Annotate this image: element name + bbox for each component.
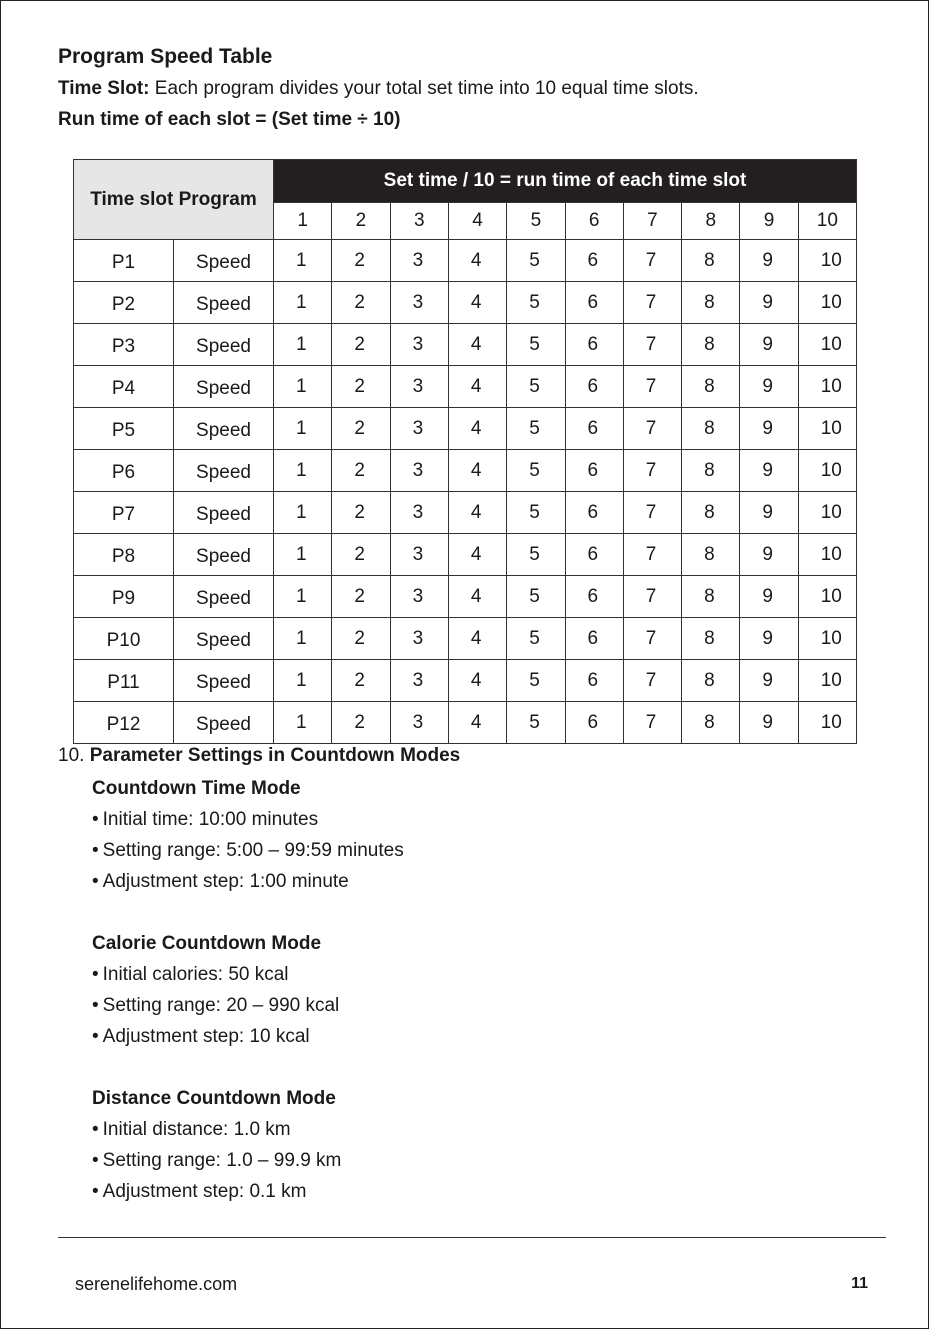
speed-value-cell: 8 (682, 282, 740, 324)
speed-value-cell: 3 (390, 282, 448, 324)
speed-value-cell: 8 (682, 660, 740, 702)
program-cell: P1 (74, 240, 174, 282)
speed-value-cell: 8 (682, 408, 740, 450)
speed-value-cell: 2 (332, 702, 390, 744)
speed-value-cell: 6 (565, 450, 623, 492)
speed-value-cell: 2 (332, 240, 390, 282)
speed-value-cell: 5 (507, 240, 565, 282)
speed-value-cell: 9 (740, 576, 798, 618)
section-title: Parameter Settings in Countdown Modes (89, 745, 461, 766)
program-cell: P9 (74, 576, 174, 618)
program-cell: P6 (74, 450, 174, 492)
speed-value-cell: 5 (507, 534, 565, 576)
table-body (74, 240, 857, 744)
slot-number-6: 6 (565, 203, 623, 240)
program-cell: P12 (74, 702, 174, 744)
slot-number-9: 9 (740, 203, 798, 240)
speed-value-cell: 3 (390, 324, 448, 366)
speed-value-cell: 3 (390, 450, 448, 492)
corner-header: Time slot Program (74, 160, 274, 240)
speed-value-cell: 2 (332, 576, 390, 618)
mode-calorie-countdown (92, 928, 339, 1052)
speed-value-cell: 2 (332, 450, 390, 492)
speed-value-cell: 1 (274, 240, 332, 282)
speed-value-cell: 9 (740, 450, 798, 492)
speed-value-cell: 2 (332, 324, 390, 366)
timeslot-label: Time Slot: (58, 78, 150, 99)
type-cell: Speed (174, 408, 274, 450)
speed-value-cell: 10 (798, 240, 856, 282)
speed-value-cell: 7 (623, 660, 681, 702)
type-cell: Speed (174, 618, 274, 660)
program-cell: P7 (74, 492, 174, 534)
set-time-header: Set time / 10 = run time of each time slot (274, 160, 857, 203)
speed-value-cell: 1 (274, 702, 332, 744)
speed-value-cell: 7 (623, 240, 681, 282)
list-item-text: Adjustment step: 10 kcal (102, 1026, 310, 1047)
speed-value-cell: 4 (448, 240, 506, 282)
speed-value-cell: 6 (565, 534, 623, 576)
bullet-icon: • (92, 809, 99, 830)
speed-value-cell: 5 (507, 408, 565, 450)
list-item-text: Adjustment step: 1:00 minute (102, 871, 349, 892)
list-item-text: Setting range: 5:00 – 99:59 minutes (102, 840, 404, 861)
bullet-icon: • (92, 1026, 99, 1047)
bullet-icon: • (92, 995, 99, 1016)
speed-value-cell: 4 (448, 660, 506, 702)
program-cell: P4 (74, 366, 174, 408)
speed-value-cell: 4 (448, 576, 506, 618)
speed-value-cell: 10 (798, 282, 856, 324)
speed-value-cell: 7 (623, 492, 681, 534)
speed-value-cell: 2 (332, 660, 390, 702)
speed-value-cell: 6 (565, 282, 623, 324)
speed-value-cell: 8 (682, 324, 740, 366)
list-item (92, 835, 404, 866)
table-row (74, 492, 857, 534)
speed-value-cell: 3 (390, 618, 448, 660)
list-item (92, 990, 339, 1021)
table-row (74, 450, 857, 492)
program-speed-table (73, 159, 857, 744)
mode-title: Distance Countdown Mode (92, 1088, 336, 1109)
speed-value-cell: 3 (390, 492, 448, 534)
program-cell: P8 (74, 534, 174, 576)
speed-value-cell: 7 (623, 324, 681, 366)
speed-value-cell: 8 (682, 450, 740, 492)
speed-value-cell: 10 (798, 534, 856, 576)
speed-value-cell: 6 (565, 324, 623, 366)
bullet-icon: • (92, 1181, 99, 1202)
speed-value-cell: 10 (798, 450, 856, 492)
speed-value-cell: 8 (682, 534, 740, 576)
speed-value-cell: 9 (740, 408, 798, 450)
speed-value-cell: 7 (623, 702, 681, 744)
speed-value-cell: 4 (448, 282, 506, 324)
table-row (74, 324, 857, 366)
list-item (92, 1114, 341, 1145)
speed-value-cell: 1 (274, 324, 332, 366)
list-item-text: Setting range: 20 – 990 kcal (102, 995, 340, 1016)
speed-value-cell: 7 (623, 534, 681, 576)
slot-number-2: 2 (332, 203, 390, 240)
type-cell: Speed (174, 534, 274, 576)
speed-value-cell: 5 (507, 282, 565, 324)
speed-value-cell: 10 (798, 660, 856, 702)
speed-value-cell: 10 (798, 408, 856, 450)
mode-list (92, 959, 339, 1052)
speed-value-cell: 3 (390, 534, 448, 576)
slot-number-8: 8 (682, 203, 740, 240)
program-cell: P2 (74, 282, 174, 324)
speed-value-cell: 3 (390, 408, 448, 450)
slot-number-4: 4 (448, 203, 506, 240)
section-number: 10. (58, 745, 85, 766)
type-cell: Speed (174, 240, 274, 282)
speed-value-cell: 7 (623, 450, 681, 492)
list-item (92, 1021, 339, 1052)
speed-value-cell: 7 (623, 282, 681, 324)
speed-value-cell: 7 (623, 576, 681, 618)
mode-title: Calorie Countdown Mode (92, 933, 322, 954)
speed-value-cell: 8 (682, 366, 740, 408)
speed-value-cell: 9 (740, 240, 798, 282)
type-cell: Speed (174, 660, 274, 702)
list-item (92, 1176, 341, 1207)
speed-value-cell: 3 (390, 702, 448, 744)
speed-value-cell: 10 (798, 324, 856, 366)
bullet-icon: • (92, 1119, 99, 1140)
speed-value-cell: 8 (682, 576, 740, 618)
speed-value-cell: 10 (798, 702, 856, 744)
speed-value-cell: 8 (682, 240, 740, 282)
table-row (74, 282, 857, 324)
program-cell: P10 (74, 618, 174, 660)
speed-value-cell: 2 (332, 534, 390, 576)
speed-value-cell: 10 (798, 618, 856, 660)
bullet-icon: • (92, 964, 99, 985)
slot-number-7: 7 (623, 203, 681, 240)
footer-divider (58, 1237, 886, 1238)
speed-value-cell: 5 (507, 576, 565, 618)
speed-value-cell: 6 (565, 240, 623, 282)
table-row (74, 660, 857, 702)
speed-value-cell: 6 (565, 576, 623, 618)
speed-value-cell: 4 (448, 534, 506, 576)
speed-value-cell: 7 (623, 408, 681, 450)
list-item-text: Initial time: 10:00 minutes (102, 809, 319, 830)
speed-value-cell: 6 (565, 366, 623, 408)
program-cell: P11 (74, 660, 174, 702)
list-item (92, 959, 339, 990)
type-cell: Speed (174, 366, 274, 408)
footer-url: serenelifehome.com (75, 1274, 238, 1294)
timeslot-text: Each program divides your total set time into 10 equal time slots. (149, 78, 699, 99)
slot-number-5: 5 (507, 203, 565, 240)
speed-value-cell: 7 (623, 618, 681, 660)
list-item-text: Adjustment step: 0.1 km (102, 1181, 307, 1202)
speed-value-cell: 1 (274, 450, 332, 492)
speed-value-cell: 5 (507, 450, 565, 492)
type-cell: Speed (174, 492, 274, 534)
program-cell: P5 (74, 408, 174, 450)
timeslot-description (58, 78, 699, 100)
table-row (74, 240, 857, 282)
speed-value-cell: 9 (740, 366, 798, 408)
speed-value-cell: 9 (740, 702, 798, 744)
type-cell: Speed (174, 576, 274, 618)
speed-value-cell: 1 (274, 618, 332, 660)
table-row (74, 618, 857, 660)
program-cell: P3 (74, 324, 174, 366)
section-heading (58, 745, 460, 767)
speed-value-cell: 6 (565, 660, 623, 702)
list-item-text: Initial calories: 50 kcal (102, 964, 289, 985)
runtime-formula: Run time of each slot = (Set time ÷ 10) (58, 109, 401, 130)
mode-distance-countdown (92, 1083, 341, 1207)
speed-value-cell: 3 (390, 366, 448, 408)
speed-value-cell: 3 (390, 660, 448, 702)
speed-value-cell: 9 (740, 660, 798, 702)
speed-value-cell: 8 (682, 618, 740, 660)
speed-value-cell: 5 (507, 618, 565, 660)
slot-number-1: 1 (274, 203, 332, 240)
speed-value-cell: 9 (740, 492, 798, 534)
page-title: Program Speed Table (58, 45, 273, 68)
speed-value-cell: 2 (332, 282, 390, 324)
speed-value-cell: 5 (507, 702, 565, 744)
speed-value-cell: 4 (448, 702, 506, 744)
type-cell: Speed (174, 450, 274, 492)
speed-value-cell: 6 (565, 618, 623, 660)
table-row (74, 576, 857, 618)
speed-value-cell: 4 (448, 492, 506, 534)
speed-value-cell: 5 (507, 366, 565, 408)
speed-value-cell: 4 (448, 366, 506, 408)
page-number: 11 (851, 1275, 868, 1292)
list-item (92, 804, 404, 835)
mode-list (92, 1114, 341, 1207)
speed-value-cell: 2 (332, 366, 390, 408)
speed-value-cell: 1 (274, 492, 332, 534)
speed-value-cell: 1 (274, 366, 332, 408)
speed-value-cell: 5 (507, 660, 565, 702)
speed-value-cell: 10 (798, 576, 856, 618)
speed-value-cell: 10 (798, 492, 856, 534)
table-row (74, 366, 857, 408)
speed-value-cell: 6 (565, 492, 623, 534)
mode-list (92, 804, 404, 897)
speed-value-cell: 8 (682, 702, 740, 744)
speed-value-cell: 4 (448, 408, 506, 450)
speed-value-cell: 1 (274, 660, 332, 702)
speed-value-cell: 2 (332, 408, 390, 450)
speed-value-cell: 6 (565, 702, 623, 744)
speed-value-cell: 5 (507, 324, 565, 366)
speed-value-cell: 1 (274, 576, 332, 618)
list-item-text: Initial distance: 1.0 km (102, 1119, 291, 1140)
speed-value-cell: 2 (332, 492, 390, 534)
speed-value-cell: 2 (332, 618, 390, 660)
type-cell: Speed (174, 702, 274, 744)
type-cell: Speed (174, 324, 274, 366)
bullet-icon: • (92, 840, 99, 861)
table-row (74, 534, 857, 576)
speed-value-cell: 7 (623, 366, 681, 408)
speed-value-cell: 9 (740, 534, 798, 576)
list-item-text: Setting range: 1.0 – 99.9 km (102, 1150, 342, 1171)
list-item (92, 1145, 341, 1176)
speed-value-cell: 3 (390, 576, 448, 618)
speed-value-cell: 9 (740, 324, 798, 366)
speed-value-cell: 1 (274, 408, 332, 450)
speed-value-cell: 6 (565, 408, 623, 450)
slot-number-3: 3 (390, 203, 448, 240)
speed-value-cell: 10 (798, 366, 856, 408)
speed-value-cell: 8 (682, 492, 740, 534)
speed-value-cell: 4 (448, 450, 506, 492)
speed-value-cell: 1 (274, 534, 332, 576)
speed-value-cell: 4 (448, 324, 506, 366)
speed-value-cell: 1 (274, 282, 332, 324)
slot-number-10: 10 (798, 203, 856, 240)
table-row (74, 408, 857, 450)
table-row (74, 702, 857, 744)
list-item (92, 866, 404, 897)
speed-value-cell: 3 (390, 240, 448, 282)
mode-countdown-time (92, 773, 404, 897)
bullet-icon: • (92, 871, 99, 892)
bullet-icon: • (92, 1150, 99, 1171)
speed-value-cell: 9 (740, 618, 798, 660)
mode-title: Countdown Time Mode (92, 778, 301, 799)
speed-value-cell: 4 (448, 618, 506, 660)
speed-value-cell: 9 (740, 282, 798, 324)
speed-value-cell: 5 (507, 492, 565, 534)
type-cell: Speed (174, 282, 274, 324)
